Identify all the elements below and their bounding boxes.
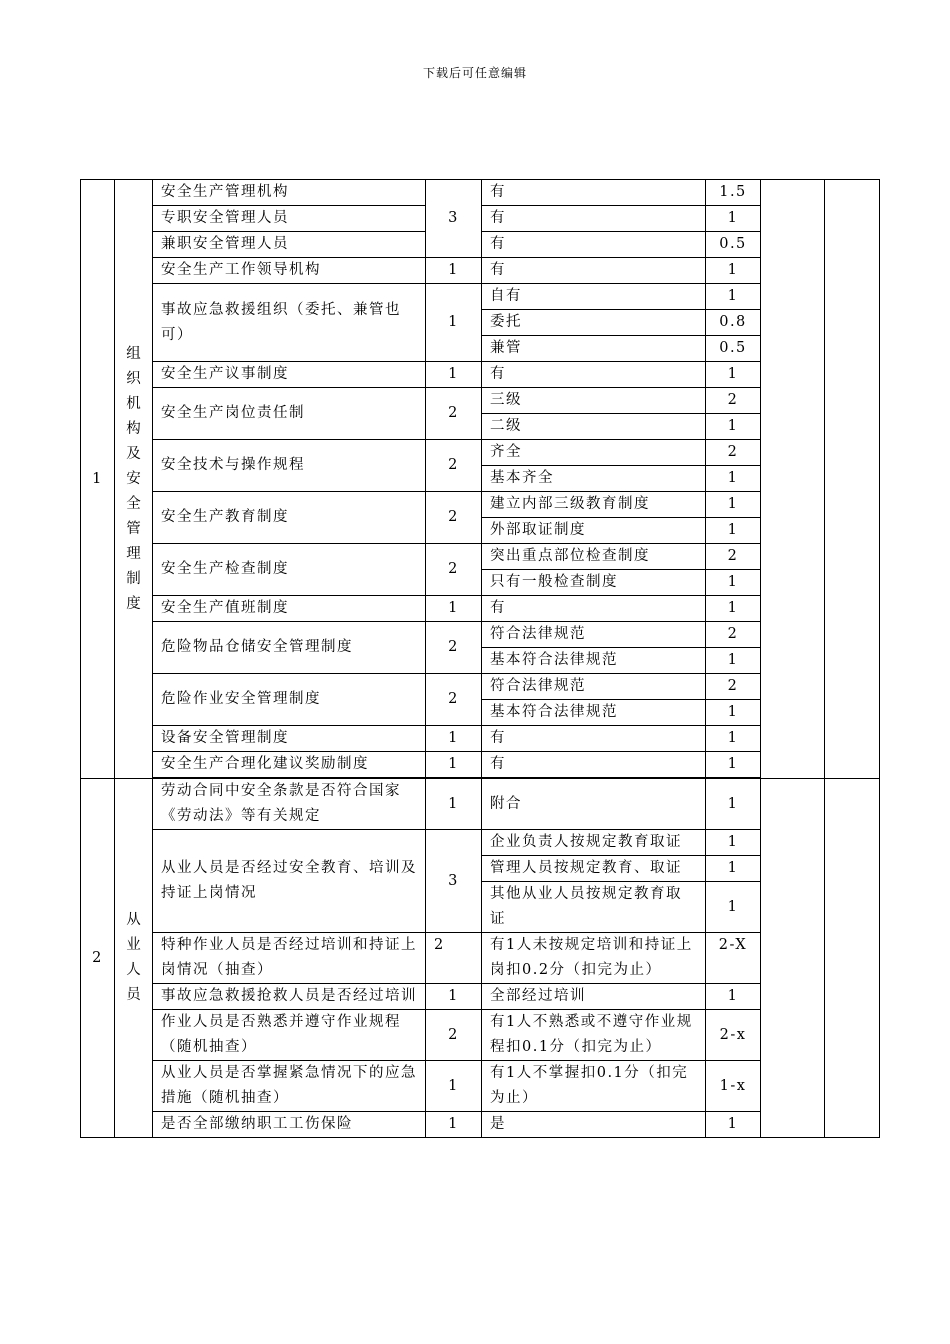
table-row (81, 388, 880, 414)
item-score: 1 (426, 596, 482, 622)
item-name: 特种作业人员是否经过培训和持证上岗情况（抽查） (153, 933, 426, 984)
item-standard: 有 (482, 258, 706, 284)
item-score: 1 (426, 726, 482, 752)
item-points: 0.5 (706, 336, 761, 362)
item-standard: 有 (482, 206, 706, 232)
item-standard: 建立内部三级教育制度 (482, 492, 706, 518)
item-standard: 附合 (482, 779, 706, 830)
item-points: 0.8 (706, 310, 761, 336)
item-points: 1 (706, 466, 761, 492)
item-score: 1 (426, 779, 482, 830)
item-standard: 有 (482, 362, 706, 388)
item-standard: 齐全 (482, 440, 706, 466)
item-score: 3 (426, 830, 482, 933)
table-row (81, 622, 880, 648)
item-score: 2 (426, 674, 482, 726)
item-standard: 企业负责人按规定教育取证 (482, 830, 706, 856)
item-name: 危险作业安全管理制度 (153, 674, 426, 726)
item-points: 1 (706, 570, 761, 596)
item-name: 事故应急救援抢救人员是否经过培训 (153, 984, 426, 1010)
item-standard: 基本符合法律规范 (482, 648, 706, 674)
item-name: 安全生产检查制度 (153, 544, 426, 596)
table-row (81, 674, 880, 700)
table-row (81, 362, 880, 388)
item-score: 2 (426, 544, 482, 596)
item-standard: 其他从业人员按规定教育取证 (482, 882, 706, 933)
item-score: 2 (426, 622, 482, 674)
empty-cell (825, 180, 880, 779)
item-standard: 基本符合法律规范 (482, 700, 706, 726)
item-points: 2-X (706, 933, 761, 984)
item-standard: 委托 (482, 310, 706, 336)
table-row (81, 492, 880, 518)
safety-assessment-table (80, 179, 880, 1138)
empty-cell (825, 779, 880, 1138)
item-points: 2-x (706, 1010, 761, 1061)
item-points: 1 (706, 726, 761, 752)
table-row (81, 1010, 880, 1061)
item-points: 1 (706, 752, 761, 778)
item-points: 1 (706, 518, 761, 544)
item-points: 2 (706, 440, 761, 466)
item-score: 1 (426, 258, 482, 284)
item-standard: 有 (482, 752, 706, 778)
item-points: 1 (706, 284, 761, 310)
empty-cell (761, 779, 825, 1138)
item-standard: 外部取证制度 (482, 518, 706, 544)
item-standard: 有 (482, 726, 706, 752)
item-standard: 是 (482, 1112, 706, 1138)
item-score: 1 (426, 362, 482, 388)
item-points: 2 (706, 544, 761, 570)
item-name: 劳动合同中安全条款是否符合国家《劳动法》等有关规定 (153, 779, 426, 830)
table-row (81, 180, 880, 206)
table-row (81, 258, 880, 284)
item-points: 0.5 (706, 232, 761, 258)
item-standard: 有1人不掌握扣0.1分（扣完为止） (482, 1061, 706, 1112)
item-standard: 全部经过培训 (482, 984, 706, 1010)
table-row (81, 1112, 880, 1138)
item-points: 1 (706, 856, 761, 882)
item-name: 安全生产值班制度 (153, 596, 426, 622)
table-row (81, 1061, 880, 1112)
item-points: 1 (706, 414, 761, 440)
item-points: 1 (706, 206, 761, 232)
item-name: 是否全部缴纳职工工伤保险 (153, 1112, 426, 1138)
item-name: 安全生产教育制度 (153, 492, 426, 544)
item-score: 1 (426, 1061, 482, 1112)
item-name: 设备安全管理制度 (153, 726, 426, 752)
item-name: 安全生产工作领导机构 (153, 258, 426, 284)
item-score: 2 (426, 1010, 482, 1061)
item-name: 安全生产合理化建议奖励制度 (153, 752, 426, 778)
item-standard: 有1人不熟悉或不遵守作业规程扣0.1分（扣完为止） (482, 1010, 706, 1061)
item-score: 2 (426, 933, 482, 984)
item-standard: 兼管 (482, 336, 706, 362)
table-row (81, 779, 880, 830)
table-row (81, 933, 880, 984)
table-row (81, 284, 880, 310)
item-score: 3 (426, 180, 482, 258)
table-row (81, 984, 880, 1010)
item-points: 1 (706, 362, 761, 388)
section-category: 从业人员 (115, 779, 153, 1138)
item-points: 1 (706, 1112, 761, 1138)
item-standard: 有 (482, 180, 706, 206)
item-standard: 有 (482, 596, 706, 622)
section-number: 2 (81, 779, 115, 1138)
item-score: 1 (426, 1112, 482, 1138)
table-row (81, 596, 880, 622)
item-standard: 符合法律规范 (482, 622, 706, 648)
table-row (81, 830, 880, 856)
item-points: 1 (706, 984, 761, 1010)
item-name: 作业人员是否熟悉并遵守作业规程（随机抽查） (153, 1010, 426, 1061)
item-points: 1 (706, 700, 761, 726)
item-standard: 符合法律规范 (482, 674, 706, 700)
item-points: 2 (706, 388, 761, 414)
item-points: 1 (706, 258, 761, 284)
item-points: 2 (706, 674, 761, 700)
empty-cell (761, 180, 825, 779)
item-standard: 管理人员按规定教育、取证 (482, 856, 706, 882)
item-standard: 二级 (482, 414, 706, 440)
item-name: 安全生产岗位责任制 (153, 388, 426, 440)
item-standard: 突出重点部位检查制度 (482, 544, 706, 570)
item-standard: 自有 (482, 284, 706, 310)
item-standard: 有1人未按规定培训和持证上岗扣0.2分（扣完为止） (482, 933, 706, 984)
item-score: 2 (426, 440, 482, 492)
item-points: 1 (706, 779, 761, 830)
item-name: 安全技术与操作规程 (153, 440, 426, 492)
item-standard: 有 (482, 232, 706, 258)
item-score: 2 (426, 492, 482, 544)
item-points: 1-x (706, 1061, 761, 1112)
item-name: 从业人员是否经过安全教育、培训及持证上岗情况 (153, 830, 426, 933)
section-category: 组织机构及安全管理制度 (115, 180, 153, 779)
item-score: 2 (426, 388, 482, 440)
page-header: 下载后可任意编辑 (422, 66, 527, 80)
table-row (81, 544, 880, 570)
item-name: 安全生产管理机构 (153, 180, 426, 206)
item-score: 1 (426, 984, 482, 1010)
item-points: 1 (706, 882, 761, 933)
item-points: 1 (706, 596, 761, 622)
item-name: 危险物品仓储安全管理制度 (153, 622, 426, 674)
item-score: 1 (426, 284, 482, 362)
item-points: 1.5 (706, 180, 761, 206)
item-name: 从业人员是否掌握紧急情况下的应急措施（随机抽查） (153, 1061, 426, 1112)
table-row (81, 752, 880, 778)
item-score: 1 (426, 752, 482, 778)
item-standard: 只有一般检查制度 (482, 570, 706, 596)
item-points: 1 (706, 830, 761, 856)
item-points: 1 (706, 492, 761, 518)
table-row (81, 440, 880, 466)
item-standard: 三级 (482, 388, 706, 414)
item-name: 安全生产议事制度 (153, 362, 426, 388)
item-name: 事故应急救援组织（委托、兼管也可） (153, 284, 426, 362)
item-points: 2 (706, 622, 761, 648)
section-number: 1 (81, 180, 115, 779)
item-name: 专职安全管理人员 (153, 206, 426, 232)
item-points: 1 (706, 648, 761, 674)
item-name: 兼职安全管理人员 (153, 232, 426, 258)
item-standard: 基本齐全 (482, 466, 706, 492)
table-row (81, 726, 880, 752)
